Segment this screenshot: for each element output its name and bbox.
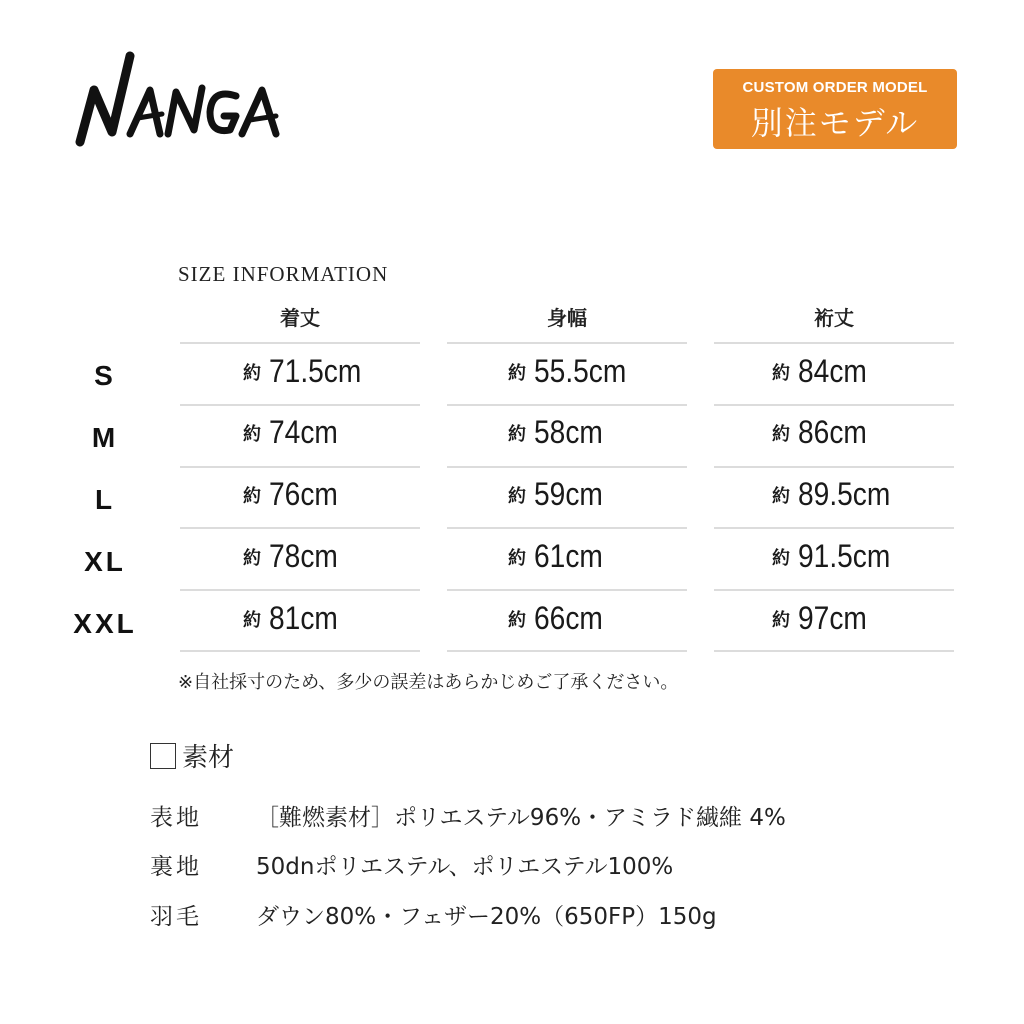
approx-label: 約 <box>772 610 790 631</box>
nanga-logo <box>72 50 284 150</box>
cell-xl-length <box>243 538 443 575</box>
cell-value: 97cm <box>798 600 867 636</box>
cell-value: 89.5cm <box>798 476 891 512</box>
cell-xl-width <box>508 538 708 575</box>
cell-xxl-sleeve <box>772 600 972 637</box>
cell-value: 84cm <box>798 353 867 389</box>
cell-s-width <box>508 353 708 390</box>
custom-order-badge <box>713 69 957 149</box>
cell-value: 74cm <box>269 414 338 450</box>
size-label-xl: XL <box>84 546 126 577</box>
cell-value: 78cm <box>269 538 338 574</box>
table-rule <box>447 650 687 652</box>
material-row-outer <box>150 799 786 832</box>
material-value: 50dnポリエステル、ポリエステル100% <box>256 854 674 880</box>
cell-l-width <box>508 476 708 513</box>
cell-value: 66cm <box>534 600 603 636</box>
approx-label: 約 <box>772 363 790 384</box>
materials-title <box>150 737 234 774</box>
table-rule <box>447 404 687 406</box>
material-label: 表地 <box>150 805 202 831</box>
material-value: ［難燃素材］ポリエステル96%・アミラド繊維 4% <box>256 805 786 831</box>
checkbox-square-icon <box>150 743 176 769</box>
cell-s-length <box>243 353 443 390</box>
cell-value: 76cm <box>269 476 338 512</box>
cell-l-length <box>243 476 443 513</box>
badge-english-text: CUSTOM ORDER MODEL <box>742 79 928 96</box>
table-rule <box>714 650 954 652</box>
cell-xxl-width <box>508 600 708 637</box>
table-rule <box>447 589 687 591</box>
table-rule <box>180 650 420 652</box>
approx-label: 約 <box>772 548 790 569</box>
material-label: 裏地 <box>150 854 202 880</box>
badge-japanese-text: 別注モデル <box>750 104 920 142</box>
table-rule <box>447 342 687 344</box>
cell-m-length <box>243 414 443 451</box>
approx-label: 約 <box>243 424 261 445</box>
size-label-s: S <box>94 360 116 391</box>
approx-label: 約 <box>508 548 526 569</box>
approx-label: 約 <box>243 486 261 507</box>
size-label-l: L <box>94 484 116 515</box>
table-rule <box>714 466 954 468</box>
table-rule <box>447 527 687 529</box>
material-label: 羽毛 <box>150 904 202 930</box>
cell-xl-sleeve <box>772 538 972 575</box>
cell-m-sleeve <box>772 414 972 451</box>
cell-value: 91.5cm <box>798 538 891 574</box>
size-label-xxl: XXL <box>73 608 137 639</box>
table-rule <box>714 342 954 344</box>
approx-label: 約 <box>508 363 526 384</box>
cell-value: 71.5cm <box>269 353 362 389</box>
cell-s-sleeve <box>772 353 972 390</box>
table-rule <box>714 527 954 529</box>
table-rule <box>180 342 420 344</box>
cell-value: 58cm <box>534 414 603 450</box>
measurement-note: ※自社採寸のため、多少の誤差はあらかじめご了承ください。 <box>178 672 679 693</box>
cell-xxl-length <box>243 600 443 637</box>
approx-label: 約 <box>772 486 790 507</box>
approx-label: 約 <box>243 548 261 569</box>
table-rule <box>180 404 420 406</box>
approx-label: 約 <box>772 424 790 445</box>
column-header-width: 身幅 <box>547 306 587 330</box>
table-rule <box>447 466 687 468</box>
cell-value: 86cm <box>798 414 867 450</box>
size-label-m: M <box>91 422 119 453</box>
approx-label: 約 <box>508 486 526 507</box>
cell-value: 61cm <box>534 538 603 574</box>
material-row-filling <box>150 898 717 931</box>
cell-value: 55.5cm <box>534 353 627 389</box>
cell-l-sleeve <box>772 476 972 513</box>
table-rule <box>180 466 420 468</box>
table-rule <box>180 527 420 529</box>
table-rule <box>714 589 954 591</box>
material-value: ダウン80%・フェザー20%（650FP）150g <box>256 904 717 930</box>
approx-label: 約 <box>508 424 526 445</box>
size-information-title: SIZE INFORMATION <box>178 262 389 286</box>
cell-value: 81cm <box>269 600 338 636</box>
approx-label: 約 <box>243 363 261 384</box>
approx-label: 約 <box>243 610 261 631</box>
material-row-lining <box>150 848 673 881</box>
cell-value: 59cm <box>534 476 603 512</box>
table-rule <box>714 404 954 406</box>
materials-title-text: 素材 <box>182 743 235 773</box>
cell-m-width <box>508 414 708 451</box>
table-rule <box>180 589 420 591</box>
column-header-sleeve: 裄丈 <box>814 306 854 330</box>
approx-label: 約 <box>508 610 526 631</box>
column-header-length: 着丈 <box>280 306 320 330</box>
